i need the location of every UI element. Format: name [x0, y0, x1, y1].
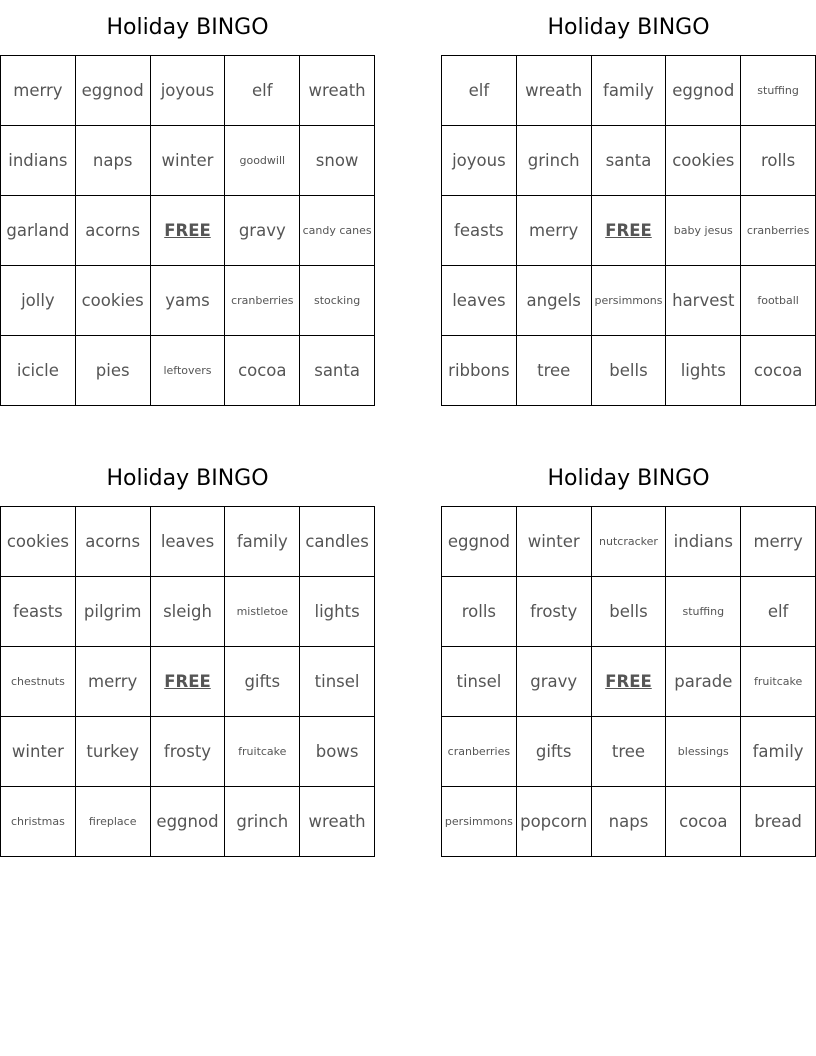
bingo-grid — [0, 506, 375, 857]
bingo-card-3 — [0, 451, 375, 857]
bingo-cell: icicle — [1, 336, 76, 406]
bingo-cell: tinsel — [300, 647, 375, 717]
bingo-cell: cocoa — [225, 336, 300, 406]
bingo-cell: feasts — [1, 577, 76, 647]
bingo-cell: eggnod — [151, 787, 226, 857]
bingo-cell: eggnod — [442, 507, 517, 577]
bingo-cell: cranberries — [225, 266, 300, 336]
bingo-cell: feasts — [442, 196, 517, 266]
bingo-cell: eggnod — [76, 56, 151, 126]
bingo-cell: indians — [1, 126, 76, 196]
free-space-cell: FREE — [592, 647, 667, 717]
bingo-cell: bells — [592, 577, 667, 647]
bingo-cell: winter — [1, 717, 76, 787]
bingo-cell: winter — [151, 126, 226, 196]
bingo-cell: garland — [1, 196, 76, 266]
bingo-cell: bells — [592, 336, 667, 406]
bingo-cell: elf — [741, 577, 816, 647]
bingo-cell: blessings — [666, 717, 741, 787]
card-title: Holiday BINGO — [547, 466, 710, 491]
bingo-cell: rolls — [741, 126, 816, 196]
bingo-cell: acorns — [76, 507, 151, 577]
bingo-cell: turkey — [76, 717, 151, 787]
bingo-cell: cranberries — [741, 196, 816, 266]
bingo-cell: christmas — [1, 787, 76, 857]
bingo-cell: persimmons — [592, 266, 667, 336]
bingo-cell: santa — [300, 336, 375, 406]
bingo-cell: frosty — [151, 717, 226, 787]
bingo-cell: yams — [151, 266, 226, 336]
bingo-cell: acorns — [76, 196, 151, 266]
bingo-cell: ribbons — [442, 336, 517, 406]
bingo-cell: leaves — [151, 507, 226, 577]
bingo-cell: cocoa — [666, 787, 741, 857]
bingo-cell: joyous — [442, 126, 517, 196]
bingo-cell: wreath — [517, 56, 592, 126]
bingo-cell: wreath — [300, 56, 375, 126]
bingo-cell: parade — [666, 647, 741, 717]
bingo-cell: cookies — [666, 126, 741, 196]
bingo-card-1 — [0, 0, 375, 406]
bingo-cell: football — [741, 266, 816, 336]
bingo-cell: tinsel — [442, 647, 517, 717]
bingo-cell: pilgrim — [76, 577, 151, 647]
bingo-cell: family — [225, 507, 300, 577]
bingo-cell: santa — [592, 126, 667, 196]
bingo-cell: chestnuts — [1, 647, 76, 717]
bingo-cell: harvest — [666, 266, 741, 336]
bingo-cell: merry — [76, 647, 151, 717]
bingo-cell: cookies — [1, 507, 76, 577]
bingo-cell: eggnod — [666, 56, 741, 126]
bingo-cell: tree — [592, 717, 667, 787]
bingo-cell: frosty — [517, 577, 592, 647]
free-space-cell: FREE — [151, 647, 226, 717]
bingo-cell: sleigh — [151, 577, 226, 647]
bingo-cell: elf — [442, 56, 517, 126]
bingo-cell: cocoa — [741, 336, 816, 406]
bingo-cell: naps — [76, 126, 151, 196]
bingo-cell: winter — [517, 507, 592, 577]
bingo-cell: candles — [300, 507, 375, 577]
bingo-cell: snow — [300, 126, 375, 196]
card-title: Holiday BINGO — [106, 466, 269, 491]
bingo-cell: merry — [741, 507, 816, 577]
bingo-cell: bows — [300, 717, 375, 787]
bingo-cell: elf — [225, 56, 300, 126]
bingo-cell: merry — [1, 56, 76, 126]
bingo-cell: nutcracker — [592, 507, 667, 577]
bingo-cell: pies — [76, 336, 151, 406]
bingo-cell: lights — [300, 577, 375, 647]
bingo-cell: gravy — [517, 647, 592, 717]
bingo-cell: stuffing — [666, 577, 741, 647]
free-space-cell: FREE — [151, 196, 226, 266]
bingo-cell: family — [592, 56, 667, 126]
bingo-cell: cookies — [76, 266, 151, 336]
bingo-cell: jolly — [1, 266, 76, 336]
bingo-card-4 — [441, 451, 816, 857]
card-title: Holiday BINGO — [547, 15, 710, 40]
bingo-cell: angels — [517, 266, 592, 336]
bingo-cell: popcorn — [517, 787, 592, 857]
bingo-cell: joyous — [151, 56, 226, 126]
bingo-cell: persimmons — [442, 787, 517, 857]
bingo-cell: grinch — [225, 787, 300, 857]
bingo-cell: stocking — [300, 266, 375, 336]
bingo-grid — [0, 55, 375, 406]
bingo-cell: gifts — [517, 717, 592, 787]
bingo-cell: stuffing — [741, 56, 816, 126]
bingo-cell: grinch — [517, 126, 592, 196]
bingo-cell: rolls — [442, 577, 517, 647]
bingo-grid — [441, 55, 816, 406]
card-title: Holiday BINGO — [106, 15, 269, 40]
bingo-cell: tree — [517, 336, 592, 406]
bingo-card-2 — [441, 0, 816, 406]
bingo-cell: wreath — [300, 787, 375, 857]
bingo-cell: candy canes — [300, 196, 375, 266]
bingo-cell: cranberries — [442, 717, 517, 787]
bingo-grid — [441, 506, 816, 857]
bingo-cell: mistletoe — [225, 577, 300, 647]
bingo-cell: merry — [517, 196, 592, 266]
bingo-cell: goodwill — [225, 126, 300, 196]
bingo-cell: fireplace — [76, 787, 151, 857]
bingo-cell: fruitcake — [741, 647, 816, 717]
bingo-cell: naps — [592, 787, 667, 857]
bingo-cell: gravy — [225, 196, 300, 266]
bingo-cell: family — [741, 717, 816, 787]
bingo-cell: lights — [666, 336, 741, 406]
bingo-cell: gifts — [225, 647, 300, 717]
bingo-cell: fruitcake — [225, 717, 300, 787]
bingo-cell: leftovers — [151, 336, 226, 406]
bingo-cell: bread — [741, 787, 816, 857]
bingo-cell: indians — [666, 507, 741, 577]
bingo-cell: leaves — [442, 266, 517, 336]
bingo-cell: baby jesus — [666, 196, 741, 266]
free-space-cell: FREE — [592, 196, 667, 266]
